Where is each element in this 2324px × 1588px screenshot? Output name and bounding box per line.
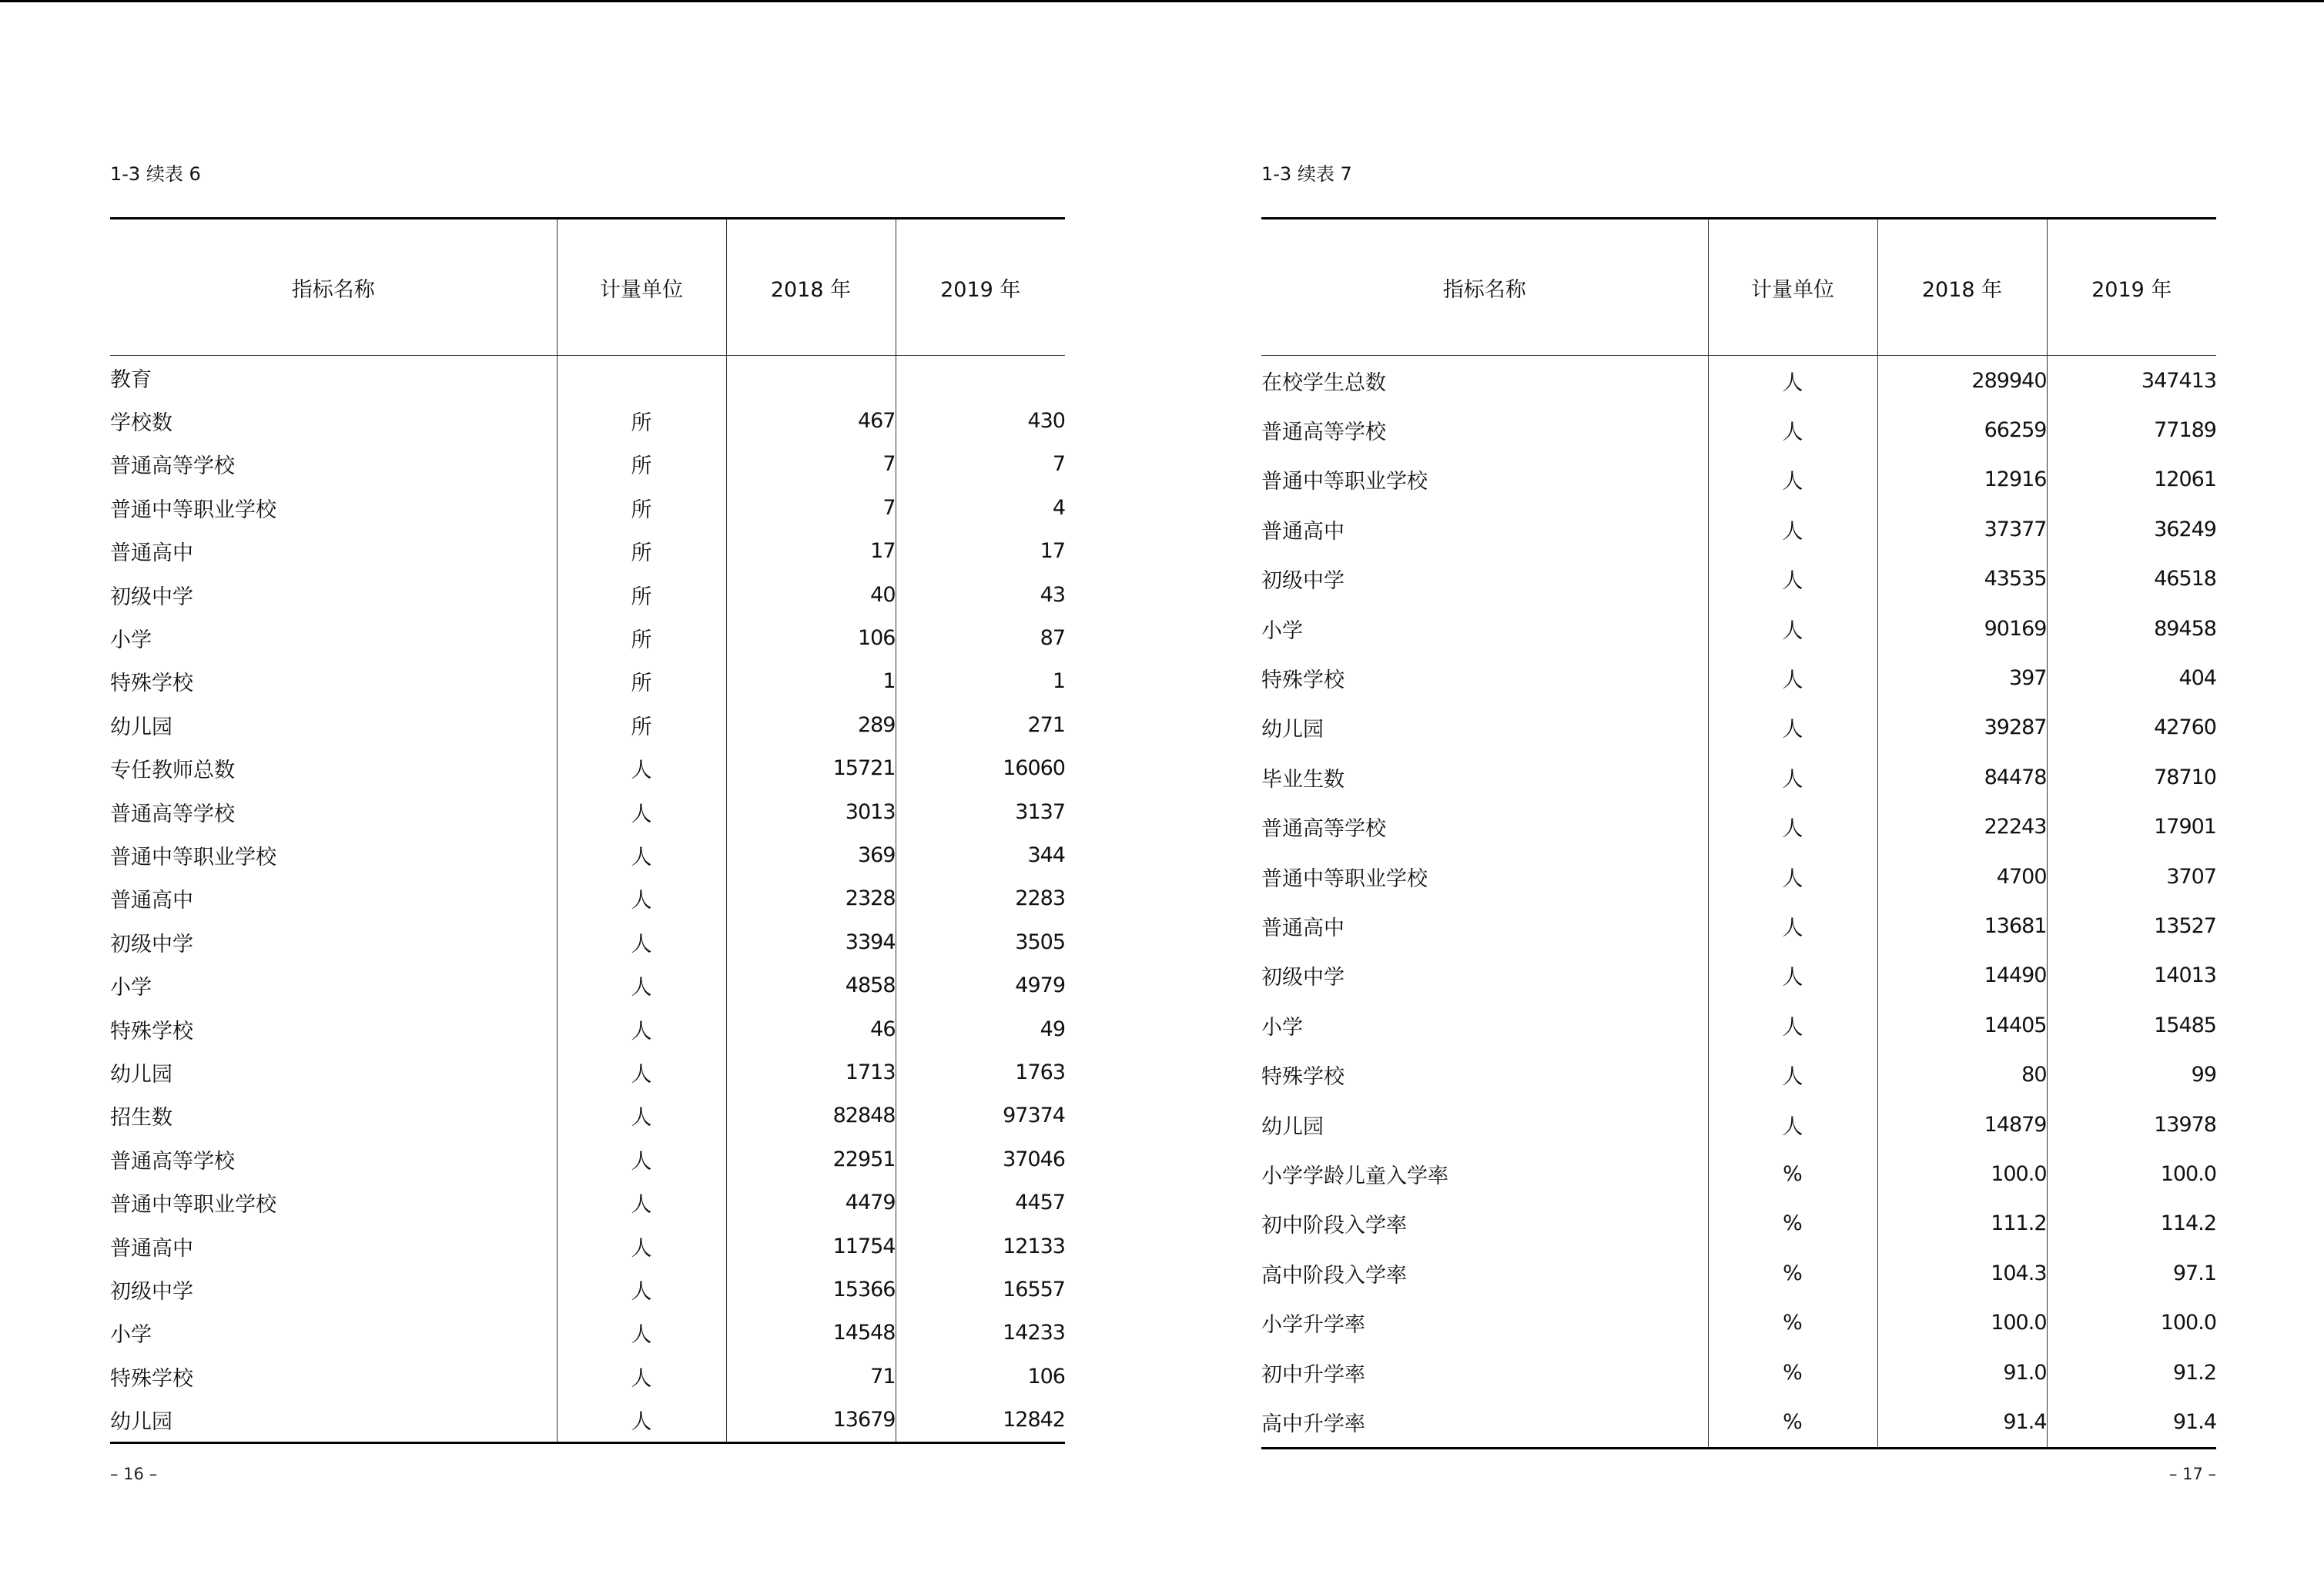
- indicator-name-cell: 初级中学: [110, 1279, 193, 1304]
- value-2018-cell: 4700: [1877, 852, 2047, 901]
- indicator-name-cell: 幼儿园: [1261, 718, 1324, 742]
- unit-cell: 人: [557, 1225, 726, 1268]
- header-indicator-name: 指标名称: [1261, 219, 1708, 356]
- indicator-name-cell: 普通高等学校: [110, 1149, 235, 1174]
- header-unit: 计量单位: [1708, 219, 1877, 356]
- table-row: [110, 1181, 1065, 1224]
- indicator-name-cell: 小学: [1261, 1015, 1303, 1040]
- table-row: [110, 747, 1065, 790]
- unit-cell: 人: [557, 963, 726, 1007]
- page-number: – 16 –: [110, 1465, 158, 1483]
- value-2019-cell: 1763: [896, 1050, 1065, 1094]
- table-row: [110, 573, 1065, 616]
- table-row: [110, 963, 1065, 1007]
- indicator-name-cell: 小学: [110, 1323, 152, 1348]
- indicator-name-cell: 幼儿园: [110, 1062, 172, 1087]
- table-row: [1261, 554, 2216, 604]
- value-2018-cell: 14405: [1877, 1000, 2047, 1050]
- table-row: [110, 660, 1065, 703]
- indicator-name-cell: 特殊学校: [110, 672, 193, 696]
- indicator-name-cell: 学校数: [110, 411, 172, 436]
- value-2019-cell: 4: [896, 486, 1065, 529]
- indicator-name-cell: 初级中学: [1261, 966, 1345, 990]
- table-row: [1261, 1298, 2216, 1347]
- table-row: [1261, 604, 2216, 653]
- indicator-name-cell: 在校学生总数: [1261, 370, 1386, 395]
- value-2018-cell: 84478: [1877, 752, 2047, 802]
- indicator-name-cell: 普通高等学校: [110, 802, 235, 826]
- value-2019-cell: 89458: [2047, 604, 2216, 653]
- unit-cell: 人: [557, 833, 726, 876]
- value-2018-cell: 17: [726, 530, 896, 573]
- table-row: [1261, 1397, 2216, 1448]
- statistics-table: [110, 217, 1065, 1444]
- table-row: [110, 1050, 1065, 1094]
- indicator-name-cell: 特殊学校: [1261, 1065, 1345, 1090]
- unit-cell: 人: [557, 1312, 726, 1355]
- page-number: – 17 –: [2168, 1465, 2216, 1483]
- value-2018-cell: 43535: [1877, 554, 2047, 604]
- indicator-name-cell: 普通高中: [110, 1236, 193, 1261]
- value-2019-cell: 100.0: [2047, 1149, 2216, 1198]
- value-2018-cell: 289: [726, 703, 896, 746]
- value-2018-cell: 14548: [726, 1312, 896, 1355]
- value-2018-cell: 7: [726, 486, 896, 529]
- value-2018-cell: 12916: [1877, 455, 2047, 504]
- table-row: [110, 443, 1065, 486]
- indicator-name-cell: 普通中等职业学校: [110, 1193, 276, 1218]
- unit-cell: 人: [557, 1007, 726, 1050]
- value-2018-cell: 100.0: [1877, 1298, 2047, 1347]
- value-2019-cell: 16557: [896, 1268, 1065, 1311]
- unit-cell: 所: [557, 660, 726, 703]
- value-2018-cell: 1: [726, 660, 896, 703]
- table-header-row: [1261, 219, 2216, 356]
- page-right: [1261, 0, 2216, 1588]
- value-2019-cell: 14013: [2047, 951, 2216, 1000]
- unit-cell: 人: [1708, 356, 1877, 406]
- value-2018-cell: 3013: [726, 790, 896, 833]
- indicator-name-cell: 特殊学校: [1261, 668, 1345, 693]
- table-row: [1261, 1000, 2216, 1050]
- value-2019-cell: 347413: [2047, 356, 2216, 406]
- indicator-name-cell: 普通中等职业学校: [110, 845, 276, 869]
- indicator-name-cell: 普通高中: [110, 889, 193, 913]
- value-2018-cell: 2328: [726, 877, 896, 920]
- value-2018-cell: 11754: [726, 1225, 896, 1268]
- table-row: [1261, 1348, 2216, 1397]
- value-2018-cell: 82848: [726, 1094, 896, 1137]
- header-year-2018: 2018 年: [726, 219, 896, 356]
- indicator-name-cell: 小学: [110, 628, 152, 653]
- table-title: 1-3 续表 7: [1261, 163, 1352, 185]
- table-row: [1261, 951, 2216, 1000]
- value-2018-cell: 7: [726, 443, 896, 486]
- value-2019-cell: 14233: [896, 1312, 1065, 1355]
- value-2018-cell: 66259: [1877, 405, 2047, 454]
- value-2019-cell: 3505: [896, 920, 1065, 963]
- table-row: [1261, 752, 2216, 802]
- indicator-name-cell: 小学学龄儿童入学率: [1261, 1164, 1448, 1188]
- value-2018-cell: 104.3: [1877, 1248, 2047, 1298]
- unit-cell: 人: [557, 1050, 726, 1094]
- table-row: [1261, 1199, 2216, 1248]
- unit-cell: 人: [1708, 1100, 1877, 1149]
- value-2019-cell: 12133: [896, 1225, 1065, 1268]
- value-2019-cell: 17: [896, 530, 1065, 573]
- unit-cell: 所: [557, 399, 726, 442]
- indicator-name-cell: 普通高中: [1261, 916, 1345, 940]
- table-row: [110, 530, 1065, 573]
- value-2019-cell: 12842: [896, 1398, 1065, 1442]
- value-2019-cell: 114.2: [2047, 1199, 2216, 1248]
- value-2018-cell: 13679: [726, 1398, 896, 1442]
- table-row: [1261, 1248, 2216, 1298]
- unit-cell: 人: [1708, 455, 1877, 504]
- table-row: [110, 1355, 1065, 1398]
- unit-cell: 人: [1708, 554, 1877, 604]
- statistics-table: [1261, 217, 2216, 1449]
- value-2019-cell: 15485: [2047, 1000, 2216, 1050]
- table-row: [1261, 455, 2216, 504]
- unit-cell: 人: [557, 1094, 726, 1137]
- value-2019-cell: 17901: [2047, 802, 2216, 852]
- value-2019-cell: 106: [896, 1355, 1065, 1398]
- unit-cell: 所: [557, 443, 726, 486]
- unit-cell: %: [1708, 1348, 1877, 1397]
- indicator-name-cell: 初级中学: [110, 585, 193, 609]
- unit-cell: 人: [1708, 901, 1877, 950]
- table-row: [1261, 504, 2216, 554]
- table-row: [110, 703, 1065, 746]
- table-row: [110, 1312, 1065, 1355]
- page-left: [110, 0, 1065, 1588]
- indicator-name-cell: 普通高等学校: [1261, 420, 1386, 445]
- table-row: [110, 790, 1065, 833]
- indicator-name-cell: 普通中等职业学校: [110, 498, 276, 522]
- table-row: [110, 399, 1065, 442]
- unit-cell: 所: [557, 530, 726, 573]
- value-2018-cell: 289940: [1877, 356, 2047, 406]
- unit-cell: 人: [1708, 951, 1877, 1000]
- value-2019-cell: 99: [2047, 1050, 2216, 1099]
- table-row: [1261, 1100, 2216, 1149]
- unit-cell: 人: [1708, 752, 1877, 802]
- indicator-name-cell: 普通高等学校: [110, 454, 235, 479]
- indicator-name-cell: 教育: [110, 367, 152, 392]
- table-row: [1261, 802, 2216, 852]
- value-2019-cell: 78710: [2047, 752, 2216, 802]
- table-row: [110, 1398, 1065, 1442]
- value-2019-cell: 404: [2047, 653, 2216, 702]
- indicator-name-cell: 初中阶段入学率: [1261, 1214, 1407, 1238]
- unit-cell: 人: [1708, 653, 1877, 702]
- unit-cell: 人: [1708, 1050, 1877, 1099]
- header-year-2018: 2018 年: [1877, 219, 2047, 356]
- value-2018-cell: 22951: [726, 1137, 896, 1181]
- value-2018-cell: 369: [726, 833, 896, 876]
- indicator-name-cell: 幼儿园: [1261, 1114, 1324, 1139]
- value-2018-cell: 106: [726, 616, 896, 659]
- value-2019-cell: 2283: [896, 877, 1065, 920]
- value-2019-cell: 271: [896, 703, 1065, 746]
- indicator-name-cell: 小学: [1261, 618, 1303, 643]
- value-2018-cell: 14879: [1877, 1100, 2047, 1149]
- value-2019-cell: 97374: [896, 1094, 1065, 1137]
- unit-cell: 人: [557, 877, 726, 920]
- header-unit: 计量单位: [557, 219, 726, 356]
- value-2018-cell: 46: [726, 1007, 896, 1050]
- unit-cell: 人: [557, 747, 726, 790]
- value-2019-cell: 37046: [896, 1137, 1065, 1181]
- table-row: [110, 616, 1065, 659]
- value-2018-cell: 91.4: [1877, 1397, 2047, 1448]
- value-2019-cell: 87: [896, 616, 1065, 659]
- indicator-name-cell: 初级中学: [110, 932, 193, 956]
- unit-cell: 所: [557, 486, 726, 529]
- value-2019-cell: 91.2: [2047, 1348, 2216, 1397]
- table-row: [110, 356, 1065, 400]
- table-row: [1261, 901, 2216, 950]
- value-2019-cell: 430: [896, 399, 1065, 442]
- value-2018-cell: 1713: [726, 1050, 896, 1094]
- indicator-name-cell: 小学: [110, 976, 152, 1000]
- value-2019-cell: 13527: [2047, 901, 2216, 950]
- unit-cell: 人: [557, 1355, 726, 1398]
- unit-cell: 人: [1708, 604, 1877, 653]
- table-body: [110, 356, 1065, 1443]
- table-row: [110, 1225, 1065, 1268]
- indicator-name-cell: 高中升学率: [1261, 1412, 1365, 1436]
- value-2018-cell: 467: [726, 399, 896, 442]
- indicator-name-cell: 特殊学校: [110, 1366, 193, 1391]
- unit-cell: [557, 356, 726, 400]
- value-2019-cell: 77189: [2047, 405, 2216, 454]
- indicator-name-cell: 普通中等职业学校: [1261, 470, 1428, 494]
- indicator-name-cell: 小学升学率: [1261, 1313, 1365, 1338]
- unit-cell: 人: [1708, 802, 1877, 852]
- table-row: [110, 486, 1065, 529]
- value-2018-cell: 71: [726, 1355, 896, 1398]
- value-2018-cell: 4479: [726, 1181, 896, 1224]
- unit-cell: 人: [557, 1398, 726, 1442]
- value-2018-cell: 39287: [1877, 703, 2047, 752]
- indicator-name-cell: 普通中等职业学校: [1261, 866, 1428, 891]
- unit-cell: 所: [557, 616, 726, 659]
- value-2018-cell: 13681: [1877, 901, 2047, 950]
- table-row: [110, 920, 1065, 963]
- header-indicator-name: 指标名称: [110, 219, 557, 356]
- value-2019-cell: 3707: [2047, 852, 2216, 901]
- unit-cell: 人: [557, 1181, 726, 1224]
- table-title: 1-3 续表 6: [110, 163, 201, 185]
- unit-cell: %: [1708, 1298, 1877, 1347]
- table-row: [1261, 703, 2216, 752]
- value-2018-cell: 111.2: [1877, 1199, 2047, 1248]
- indicator-name-cell: 普通高中: [110, 541, 193, 566]
- value-2018-cell: 91.0: [1877, 1348, 2047, 1397]
- unit-cell: 人: [1708, 852, 1877, 901]
- value-2019-cell: 43: [896, 573, 1065, 616]
- indicator-name-cell: 高中阶段入学率: [1261, 1263, 1407, 1288]
- unit-cell: %: [1708, 1397, 1877, 1448]
- value-2019-cell: 7: [896, 443, 1065, 486]
- unit-cell: 人: [1708, 504, 1877, 554]
- value-2019-cell: 36249: [2047, 504, 2216, 554]
- table-row: [110, 1137, 1065, 1181]
- value-2018-cell: 100.0: [1877, 1149, 2047, 1198]
- table-row: [1261, 1149, 2216, 1198]
- value-2019-cell: 49: [896, 1007, 1065, 1050]
- value-2019-cell: 1: [896, 660, 1065, 703]
- unit-cell: 人: [557, 1137, 726, 1181]
- value-2018-cell: 3394: [726, 920, 896, 963]
- table-row: [1261, 356, 2216, 406]
- table-row: [110, 877, 1065, 920]
- indicator-name-cell: 普通高等学校: [1261, 817, 1386, 842]
- value-2018-cell: 14490: [1877, 951, 2047, 1000]
- table-header-row: [110, 219, 1065, 356]
- unit-cell: 人: [1708, 405, 1877, 454]
- value-2018-cell: 80: [1877, 1050, 2047, 1099]
- indicator-name-cell: 普通高中: [1261, 519, 1345, 544]
- value-2018-cell: 22243: [1877, 802, 2047, 852]
- value-2019-cell: 16060: [896, 747, 1065, 790]
- unit-cell: 人: [557, 920, 726, 963]
- indicator-name-cell: 毕业生数: [1261, 767, 1345, 792]
- table-row: [110, 1094, 1065, 1137]
- value-2018-cell: 90169: [1877, 604, 2047, 653]
- indicator-name-cell: 幼儿园: [110, 715, 172, 739]
- table-row: [110, 1007, 1065, 1050]
- value-2018-cell: 40: [726, 573, 896, 616]
- value-2018-cell: 397: [1877, 653, 2047, 702]
- value-2018-cell: 4858: [726, 963, 896, 1007]
- table-row: [1261, 1050, 2216, 1099]
- unit-cell: 人: [1708, 1000, 1877, 1050]
- value-2019-cell: 13978: [2047, 1100, 2216, 1149]
- unit-cell: %: [1708, 1149, 1877, 1198]
- unit-cell: 人: [557, 1268, 726, 1311]
- indicator-name-cell: 初级中学: [1261, 569, 1345, 594]
- value-2018-cell: 15366: [726, 1268, 896, 1311]
- unit-cell: 人: [557, 790, 726, 833]
- table-row: [1261, 852, 2216, 901]
- value-2019-cell: 12061: [2047, 455, 2216, 504]
- indicator-name-cell: 幼儿园: [110, 1410, 172, 1435]
- indicator-name-cell: 初中升学率: [1261, 1362, 1365, 1387]
- table-row: [110, 833, 1065, 876]
- value-2019-cell: 46518: [2047, 554, 2216, 604]
- table-body: [1261, 356, 2216, 1449]
- value-2019-cell: 4457: [896, 1181, 1065, 1224]
- unit-cell: %: [1708, 1248, 1877, 1298]
- value-2019-cell: 91.4: [2047, 1397, 2216, 1448]
- unit-cell: 人: [1708, 703, 1877, 752]
- unit-cell: 所: [557, 703, 726, 746]
- value-2019-cell: 4979: [896, 963, 1065, 1007]
- table-row: [110, 1268, 1065, 1311]
- indicator-name-cell: 专任教师总数: [110, 759, 235, 783]
- table-row: [1261, 653, 2216, 702]
- unit-cell: 所: [557, 573, 726, 616]
- value-2019-cell: [896, 356, 1065, 400]
- value-2019-cell: 42760: [2047, 703, 2216, 752]
- table-row: [1261, 405, 2216, 454]
- value-2018-cell: 15721: [726, 747, 896, 790]
- header-year-2019: 2019 年: [2047, 219, 2216, 356]
- header-year-2019: 2019 年: [896, 219, 1065, 356]
- value-2019-cell: 344: [896, 833, 1065, 876]
- indicator-name-cell: 特殊学校: [110, 1019, 193, 1044]
- value-2019-cell: 97.1: [2047, 1248, 2216, 1298]
- value-2018-cell: 37377: [1877, 504, 2047, 554]
- value-2018-cell: [726, 356, 896, 400]
- indicator-name-cell: 招生数: [110, 1106, 172, 1131]
- value-2019-cell: 100.0: [2047, 1298, 2216, 1347]
- value-2019-cell: 3137: [896, 790, 1065, 833]
- unit-cell: %: [1708, 1199, 1877, 1248]
